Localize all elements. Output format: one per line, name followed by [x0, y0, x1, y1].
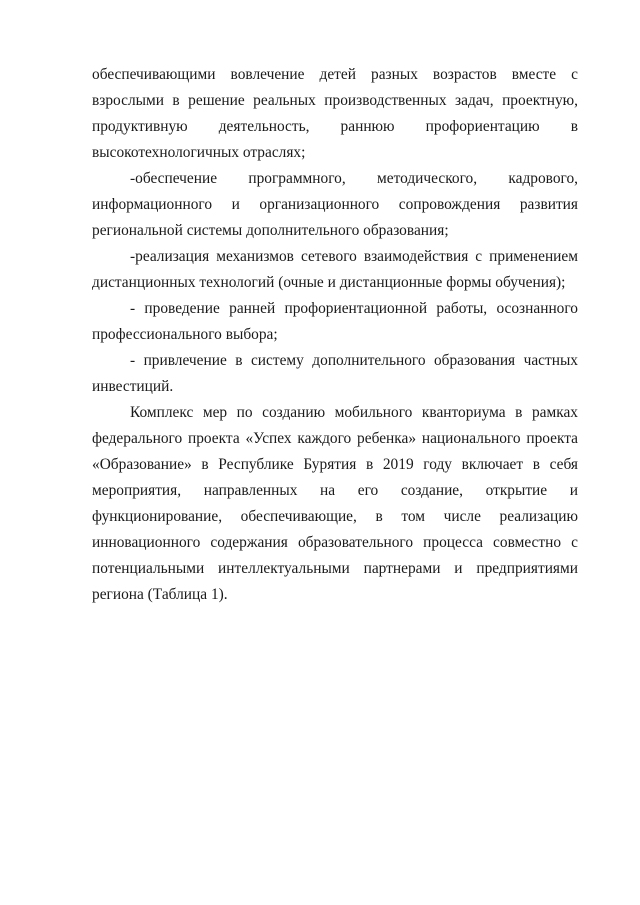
paragraph-list-item-investments: - привлечение в систему дополнительного образования частных инвестиций. [92, 352, 578, 395]
paragraph-list-item-network: -реализация механизмов сетевого взаимодействия с применением дистанционных технологий (очные и дистанционные формы обучения); [92, 248, 578, 291]
paragraph-continuation: обеспечивающими вовлечение детей разных возрастов вместе с взрослыми в решение реальных производственных задач, проектную, продуктивную деятельность, раннюю профориентацию в высокотехнологичных отраслях; [92, 66, 578, 161]
document-body [92, 62, 578, 608]
paragraph-list-item-career-guidance: - проведение ранней профориентационной работы, осознанного профессионального выбора; [92, 300, 578, 343]
paragraph-kvantorium-measures: Комплекс мер по созданию мобильного кванториума в рамках федерального проекта «Успех каждого ребенка» национального проекта «Образование» в Республике Бурятия в 2019 году включает в себя мероприятия, направленных на его создание, открытие и функционирование, обеспечивающие, в том числе реализацию инновационного содержания образовательного процесса совместно с потенциальными интеллектуальными партнерами и предприятиями региона (Таблица 1). [92, 404, 578, 603]
paragraph-list-item-support: -обеспечение программного, методического, кадрового, информационного и организационного сопровождения развития региональной системы дополнительного образования; [92, 170, 578, 239]
